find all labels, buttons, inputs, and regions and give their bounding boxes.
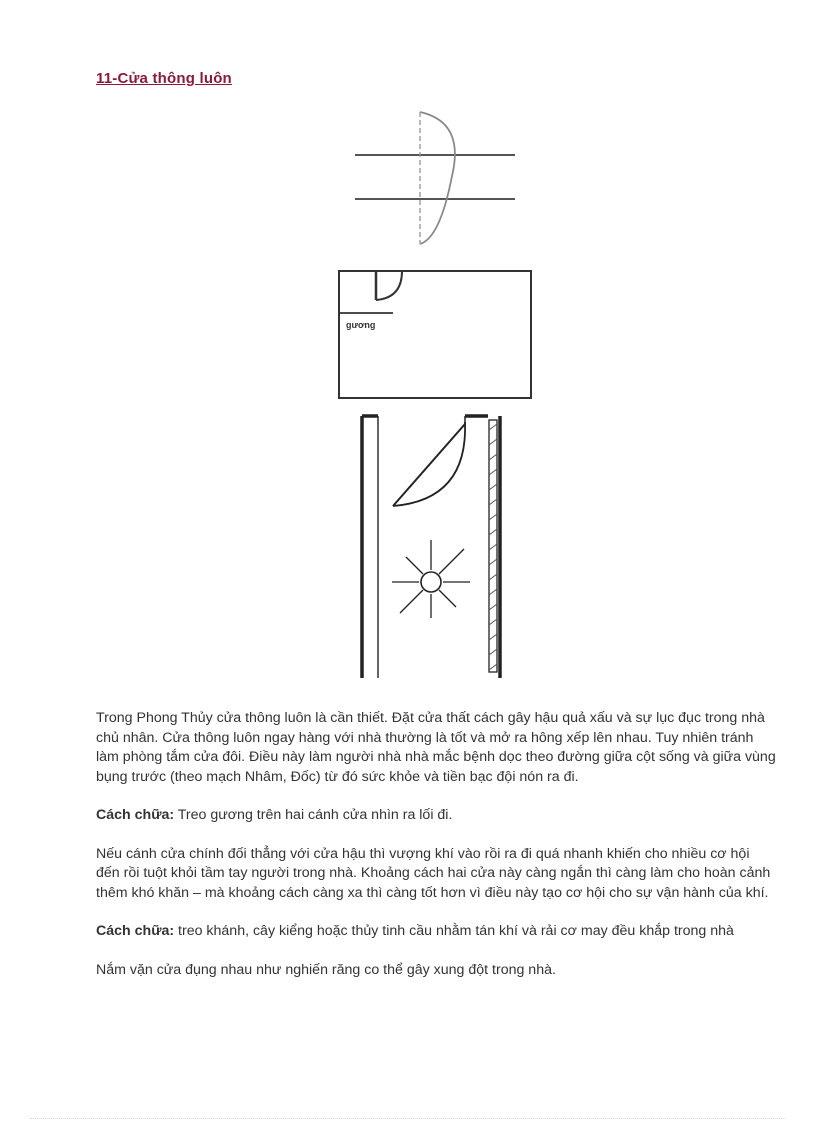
remedy-text: treo khánh, cây kiểng hoặc thủy tinh cầu nhằm tán khí và rải cơ may đều khắp trong nhà [174, 923, 734, 939]
article-body [96, 709, 776, 999]
remedy-label: Cách chữa: [96, 923, 175, 939]
paragraph-main-door: Nếu cánh cửa chính đối thẳng với cửa hậu thì vượng khí vào rồi ra đi quá nhanh khiến cho nhiều cơ hội đến rồi tuột khỏi tầm tay người trong nhà. Khoảng cách hai cửa này càng ngắn thì càng làm cho hoàn cảnh thêm khó khăn – mà khoảng cách càng xa thì càng tốt hơn vì điều này tạo cơ hội cho sự vận hành của khí. [96, 845, 771, 901]
paragraph-remedy-2 [96, 922, 776, 942]
section-heading: 11-Cửa thông luôn [96, 70, 232, 87]
room-with-mirror-figure [339, 271, 531, 398]
corridor-figure [362, 416, 500, 678]
paragraph-intro: Trong Phong Thủy cửa thông luôn là cần thiết. Đặt cửa thất cách gây hậu quả xấu và sự lục đục trong nhà chủ nhân. Cửa thông luôn ngay hàng với nhà thường là tốt và mở ra hông xếp lên nhau. Tuy nhiên tránh làm phòng tắm cửa đôi. Điều này làm người nhà nhà mắc bệnh dọc theo đường giữa cột sống và giữa vùng bụng trước (theo mạch Nhâm, Đốc) từ đó sức khỏe và tiền bạc đội nón ra đi. [96, 710, 776, 785]
mirror-label: gương [346, 320, 376, 330]
page-footer-divider [30, 1118, 786, 1119]
paragraph-remedy-1 [96, 806, 776, 826]
remedy-label: Cách chữa: [96, 807, 175, 823]
paragraph-door-knobs: Nắm vặn cửa đụng nhau như nghiến răng co thể gây xung đột trong nhà. [96, 961, 556, 978]
remedy-text: Treo gương trên hai cánh cửa nhìn ra lối đi. [174, 807, 453, 823]
door-diagram [330, 108, 540, 683]
double-door-figure [355, 112, 515, 244]
